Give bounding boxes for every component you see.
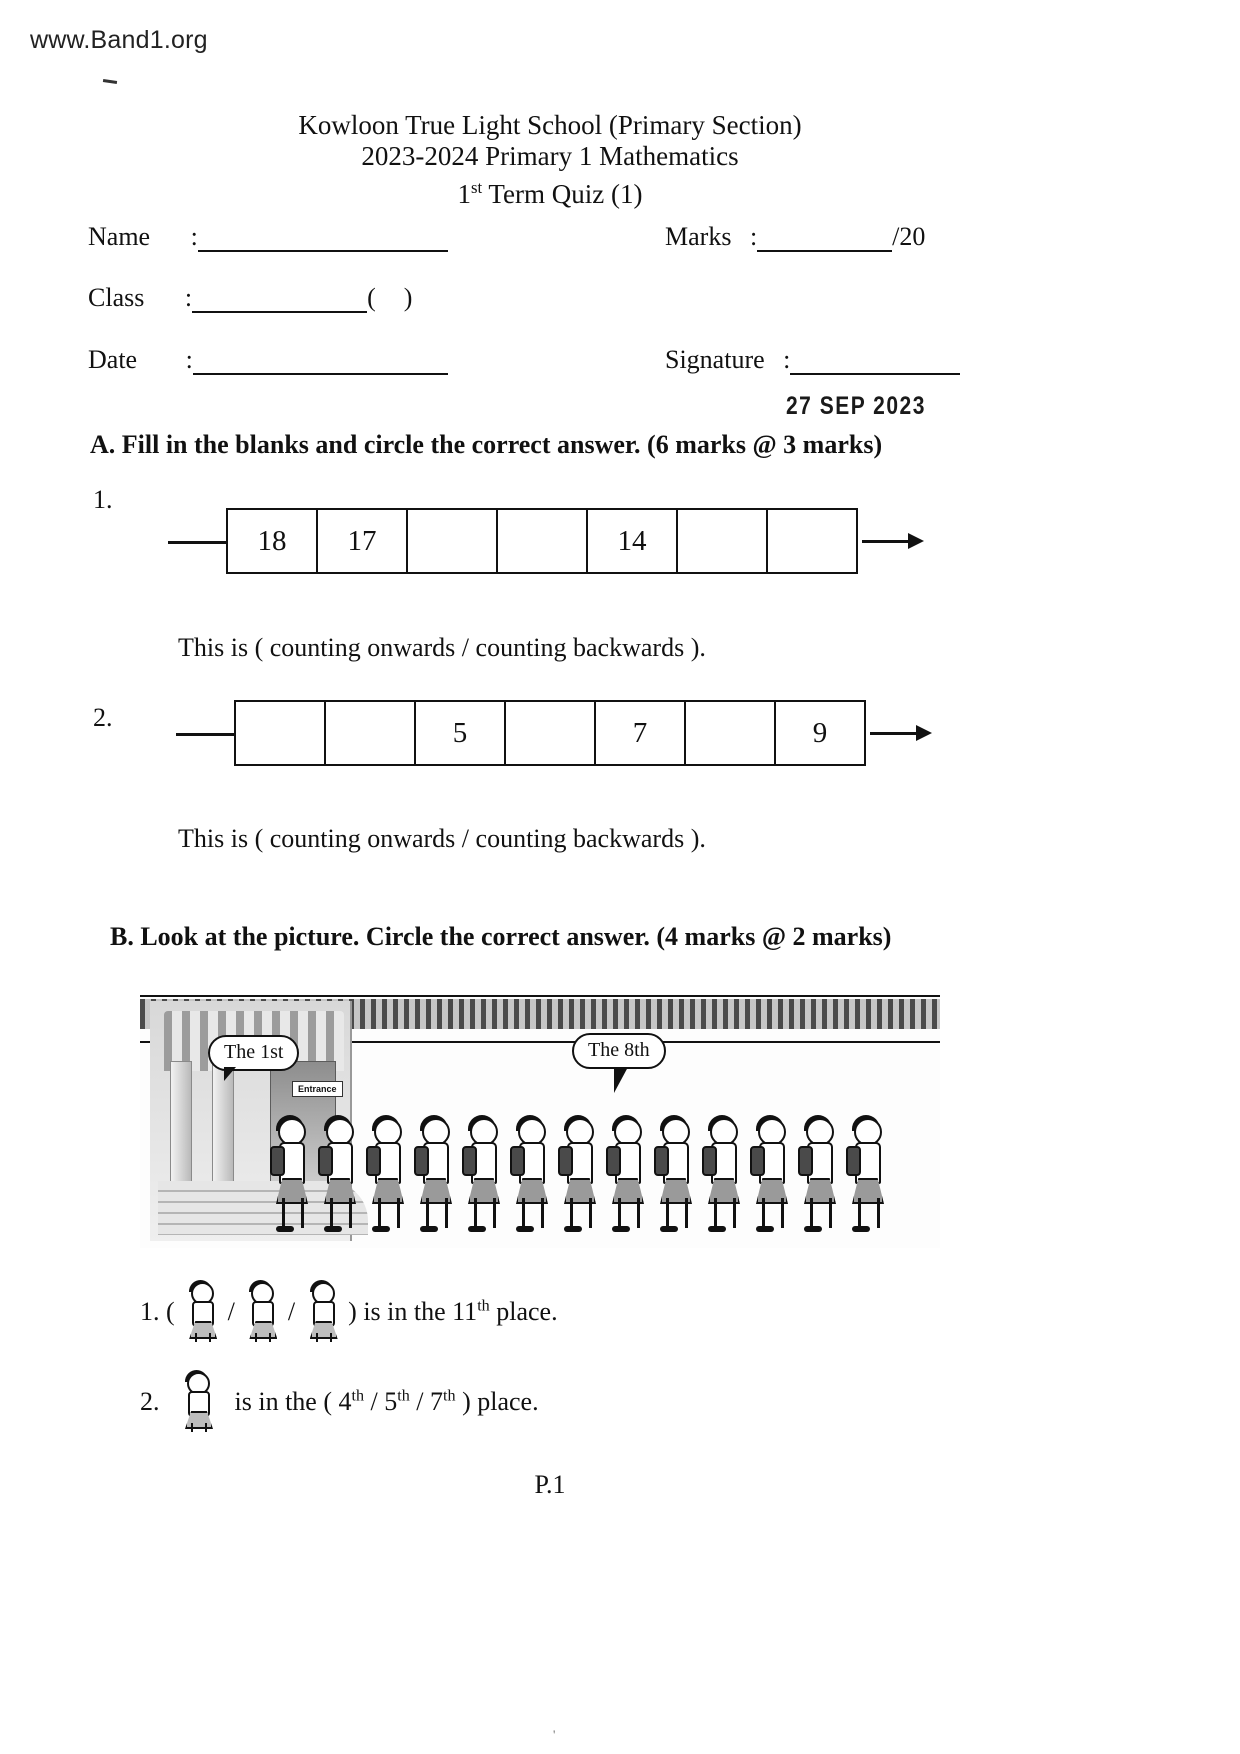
a2-cell-7[interactable]: 9 bbox=[812, 716, 828, 749]
date-stamp: 27 SEP 2023 bbox=[786, 392, 926, 420]
a2-cell-2[interactable] bbox=[326, 702, 416, 764]
name-field-row bbox=[88, 222, 448, 252]
a2-number-strip bbox=[234, 700, 866, 766]
question-a2-number: 2. bbox=[93, 703, 113, 732]
queue-kid-13 bbox=[846, 1118, 886, 1236]
queue-kid-1 bbox=[270, 1118, 310, 1236]
section-b-heading: B. Look at the picture. Circle the correct answer. (4 marks @ 2 marks) bbox=[110, 922, 892, 951]
date-input[interactable] bbox=[193, 351, 448, 375]
b2-option-5th-sup: th bbox=[397, 1387, 410, 1405]
b1-separator-1: / bbox=[227, 1297, 235, 1326]
queue-kid-11 bbox=[750, 1118, 790, 1236]
quiz-name: 1st Term Quiz (1) bbox=[457, 178, 643, 209]
queue-kid-2 bbox=[318, 1118, 358, 1236]
b1-tail-sup: th bbox=[477, 1297, 490, 1315]
a1-cell-4[interactable] bbox=[498, 510, 588, 572]
queue-kid-9 bbox=[654, 1118, 694, 1236]
signature-label: Signature bbox=[665, 345, 765, 374]
queue-kid-4 bbox=[414, 1118, 454, 1236]
class-number-input[interactable] bbox=[376, 291, 404, 313]
b2-slash-2: / bbox=[416, 1387, 424, 1416]
b2-text-after: ) place. bbox=[462, 1387, 539, 1416]
b2-option-7th[interactable]: 7 bbox=[430, 1387, 444, 1416]
a2-statement[interactable]: This is ( counting onwards / counting backwards ). bbox=[178, 824, 706, 853]
name-colon: : bbox=[190, 222, 198, 251]
a2-cell-6[interactable] bbox=[686, 702, 776, 764]
marks-label: Marks bbox=[665, 222, 732, 251]
marks-field-row bbox=[665, 222, 925, 252]
class-paren-close: ) bbox=[403, 283, 413, 312]
b2-option-4th[interactable]: 4 bbox=[338, 1387, 352, 1416]
queue-kid-7 bbox=[558, 1118, 598, 1236]
b1-tail-after: place. bbox=[489, 1297, 558, 1326]
a1-cell-3[interactable] bbox=[408, 510, 498, 572]
queue-kid-12 bbox=[798, 1118, 838, 1236]
marks-colon: : bbox=[749, 222, 758, 251]
a2-cell-1[interactable] bbox=[236, 702, 326, 764]
name-input[interactable] bbox=[198, 228, 448, 252]
date-label: Date bbox=[88, 345, 138, 374]
b1-option-1-kid-icon[interactable] bbox=[184, 1280, 218, 1342]
queue-kid-10 bbox=[702, 1118, 742, 1236]
signature-input[interactable] bbox=[790, 351, 960, 375]
b2-text-before: is in the ( bbox=[234, 1387, 332, 1416]
date-field-row bbox=[88, 345, 448, 375]
question-b2[interactable] bbox=[140, 1370, 539, 1432]
class-colon: : bbox=[184, 283, 193, 312]
b2-slash-1: / bbox=[370, 1387, 378, 1416]
bottom-scan-mark: ' bbox=[553, 1727, 556, 1742]
a1-cell-5[interactable]: 14 bbox=[588, 510, 678, 572]
a1-cell-2[interactable]: 17 bbox=[318, 510, 408, 572]
question-b1-number: 1. bbox=[140, 1297, 160, 1326]
school-name: Kowloon True Light School (Primary Section) bbox=[298, 110, 802, 140]
b1-separator-2: / bbox=[287, 1297, 296, 1326]
entrance-sign: Entrance bbox=[292, 1081, 343, 1097]
a2-right-arrow bbox=[870, 724, 940, 742]
page-title bbox=[0, 110, 1100, 210]
a1-right-arrow bbox=[862, 532, 932, 550]
date-colon: : bbox=[185, 345, 193, 374]
question-b1[interactable] bbox=[140, 1280, 558, 1342]
a1-number-strip bbox=[226, 508, 858, 574]
a2-cell-5[interactable]: 7 bbox=[596, 702, 686, 764]
a1-left-arrow bbox=[168, 541, 226, 544]
queue-picture bbox=[140, 995, 940, 1248]
b1-option-3-kid-icon[interactable] bbox=[305, 1280, 339, 1342]
bubble-eighth: The 8th bbox=[572, 1033, 666, 1069]
a1-statement[interactable]: This is ( counting onwards / counting backwards ). bbox=[178, 633, 706, 662]
question-a1-number: 1. bbox=[93, 485, 113, 514]
class-input[interactable] bbox=[192, 289, 367, 313]
section-a-heading: A. Fill in the blanks and circle the correct answer. (6 marks @ 3 marks) bbox=[90, 430, 883, 459]
a1-cell-6[interactable] bbox=[678, 510, 768, 572]
signature-colon: : bbox=[783, 345, 791, 374]
b1-option-2-kid-icon[interactable] bbox=[244, 1280, 278, 1342]
a1-cell-1[interactable]: 18 bbox=[228, 510, 318, 572]
scan-corner-mark bbox=[103, 79, 117, 84]
queue-kid-6 bbox=[510, 1118, 550, 1236]
b1-tail-before: is in the 11 bbox=[363, 1297, 478, 1326]
queue-kid-8 bbox=[606, 1118, 646, 1236]
bubble-first: The 1st bbox=[208, 1035, 299, 1071]
signature-field-row bbox=[665, 345, 960, 375]
a2-left-arrow bbox=[176, 733, 234, 736]
class-label: Class bbox=[88, 283, 145, 312]
b2-option-5th[interactable]: 5 bbox=[384, 1387, 398, 1416]
b2-kid-icon bbox=[180, 1370, 214, 1432]
course-name: 2023-2024 Primary 1 Mathematics bbox=[361, 141, 739, 171]
watermark-text: www.Band1.org bbox=[30, 26, 208, 54]
b1-paren-open: ( bbox=[166, 1297, 175, 1326]
question-b2-number: 2. bbox=[140, 1387, 160, 1416]
a2-cell-3[interactable]: 5 bbox=[416, 702, 506, 764]
queue-kid-3 bbox=[366, 1118, 406, 1236]
a2-cell-4[interactable] bbox=[506, 702, 596, 764]
marks-total: /20 bbox=[892, 222, 926, 251]
queue-kid-5 bbox=[462, 1118, 502, 1236]
picture-top-border bbox=[140, 995, 940, 997]
class-field-row bbox=[88, 283, 412, 313]
class-paren-open: ( bbox=[367, 283, 376, 312]
a1-cell-7[interactable] bbox=[768, 510, 856, 572]
b2-option-4th-sup: th bbox=[351, 1387, 365, 1405]
b1-paren-close: ) bbox=[348, 1297, 357, 1326]
b2-option-7th-sup: th bbox=[443, 1387, 456, 1405]
marks-input[interactable] bbox=[757, 228, 892, 252]
page-footer: P.1 bbox=[534, 1470, 566, 1499]
name-label: Name bbox=[88, 222, 151, 251]
